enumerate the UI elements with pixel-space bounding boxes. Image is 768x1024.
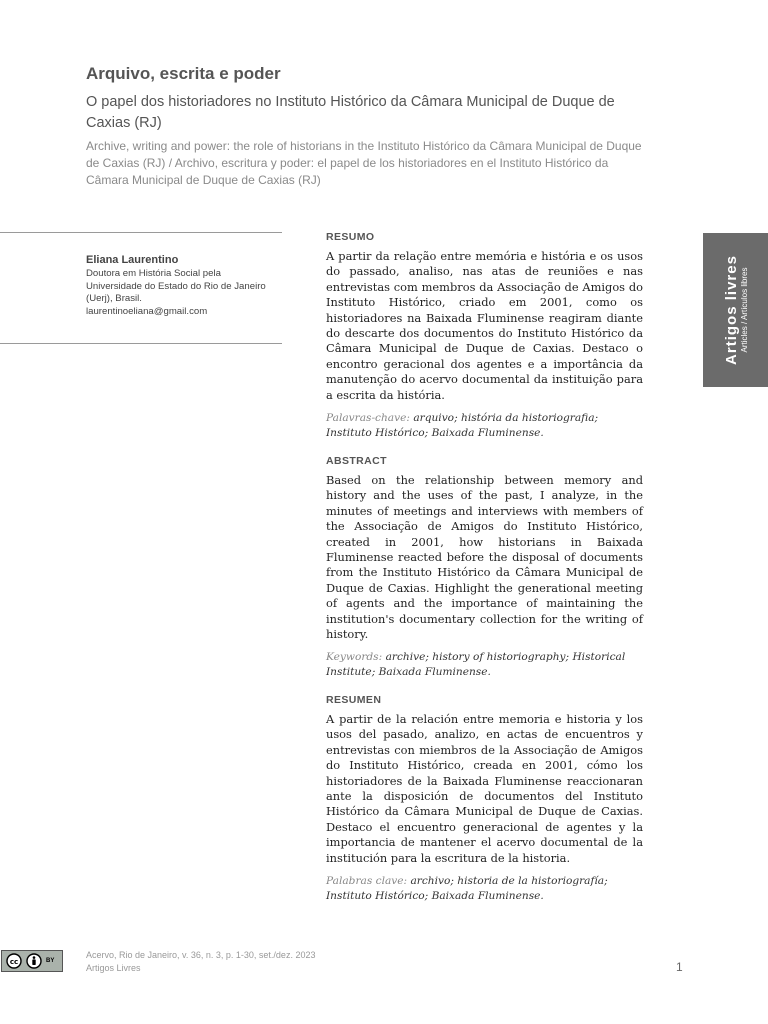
abstract-heading: ABSTRACT (326, 455, 387, 467)
abstract-keywords (326, 650, 643, 679)
resumo-keywords (326, 411, 643, 440)
abstract-section (326, 455, 643, 679)
cc-icon (6, 953, 22, 969)
page-footer (86, 949, 315, 975)
side-tab-title: Artigos livres (722, 255, 740, 365)
resumen-keywords-list: archivo; historia de la historiografía; Instituto Histórico; Baixada Fluminense. (326, 875, 608, 902)
side-tab-subtitle: Articles / Artículos libres (739, 267, 749, 353)
resumen-keywords (326, 874, 643, 903)
author-email: laurentinoeliana@gmail.com (86, 305, 208, 317)
license-label: BY (46, 958, 55, 964)
article-subtitle: O papel dos historiadores no Instituto Histórico da Câmara Municipal de Duque de Caxias (RJ) (86, 94, 615, 131)
resumo-text: A partir da relação entre memória e história e os usos do passado, analiso, nas atas de reuniões e nas entrevistas com membros da Associação de Amigos do Instituto Histórico, criado em 2001, como os historiadores na Baixada Fluminense reagiram diante do descarte dos documentos do Instituto Histórico da Câmara Municipal de Duque de Caxias. Destaco o encontro geracional dos agentes e a importância da manutenção do acervo documental da instituição para a escrita da história. (326, 249, 643, 402)
footer-citation: Acervo, Rio de Janeiro, v. 36, n. 3, p. 1-30, set./dez. 2023 (86, 950, 316, 960)
resumen-text: A partir de la relación entre memoria e historia y los usos del pasado, analizo, en actas de encuentros y entrevistas con miembros de la Associação de Amigos do Instituto Histórico, creada en 2001, cómo los historiadores de la Baixada Fluminense reaccionaran ante la disposición de documentos del Instituto Histórico da Câmara Municipal de Duque de Caxias. Destaco el encuentro generacional de agentes y la importancia de mantener el acervo documental de la institución para la escritura de la historia. (326, 712, 643, 865)
by-attribution-icon (26, 953, 42, 969)
resumen-keywords-label: Palabras clave: (326, 875, 408, 888)
author-name: Eliana Laurentino (86, 254, 179, 266)
resumen-section (326, 694, 643, 903)
author-bottom-rule (0, 343, 282, 344)
abstract-text: Based on the relationship between memory and history and the uses of the past, I analyze, in the minutes of meetings and interviews with members of the Associação de Amigos do Instituto Histórico, created in 2001, how historians in Baixada Fluminense reacted before the disposal of documents from the Instituto Histórico da Câmara Municipal de Duque de Caxias. Highlight the generational meeting of agents and the importance of maintaining the institution's documentary collection for the writing of history. (326, 473, 643, 642)
resumo-keywords-list: arquivo; história da historiografia; Instituto Histórico; Baixada Fluminense. (326, 412, 599, 439)
article-title: Arquivo, escrita e poder (86, 64, 281, 83)
author-block (86, 254, 276, 318)
resumen-heading: RESUMEN (326, 694, 382, 706)
resumo-heading: RESUMO (326, 231, 375, 243)
abstract-keywords-label: Keywords: (326, 651, 383, 664)
resumo-keywords-label: Palavras-chave: (326, 412, 410, 425)
resumo-section (326, 231, 643, 440)
abstract-keywords-list: archive; history of historiography; Historical Institute; Baixada Fluminense. (326, 651, 626, 678)
author-top-rule (0, 232, 282, 233)
page-number: 1 (676, 960, 683, 974)
section-side-tab (703, 233, 768, 387)
cc-by-license-badge[interactable] (1, 950, 63, 972)
svg-text:cc: cc (9, 958, 19, 966)
footer-section: Artigos Livres (86, 963, 141, 973)
author-affiliation: Doutora em História Social pela Universidade do Estado do Rio de Janeiro (Uerj), Brasil. (86, 268, 266, 304)
alternate-titles: Archive, writing and power: the role of historians in the Instituto Histórico da Câmara Municipal de Duque de Caxias (RJ) / Archivo, escritura y poder: el papel de los historiadores en el Instituto Histórico da Câmara Municipal de Duque de Caxias (RJ) (86, 139, 642, 187)
